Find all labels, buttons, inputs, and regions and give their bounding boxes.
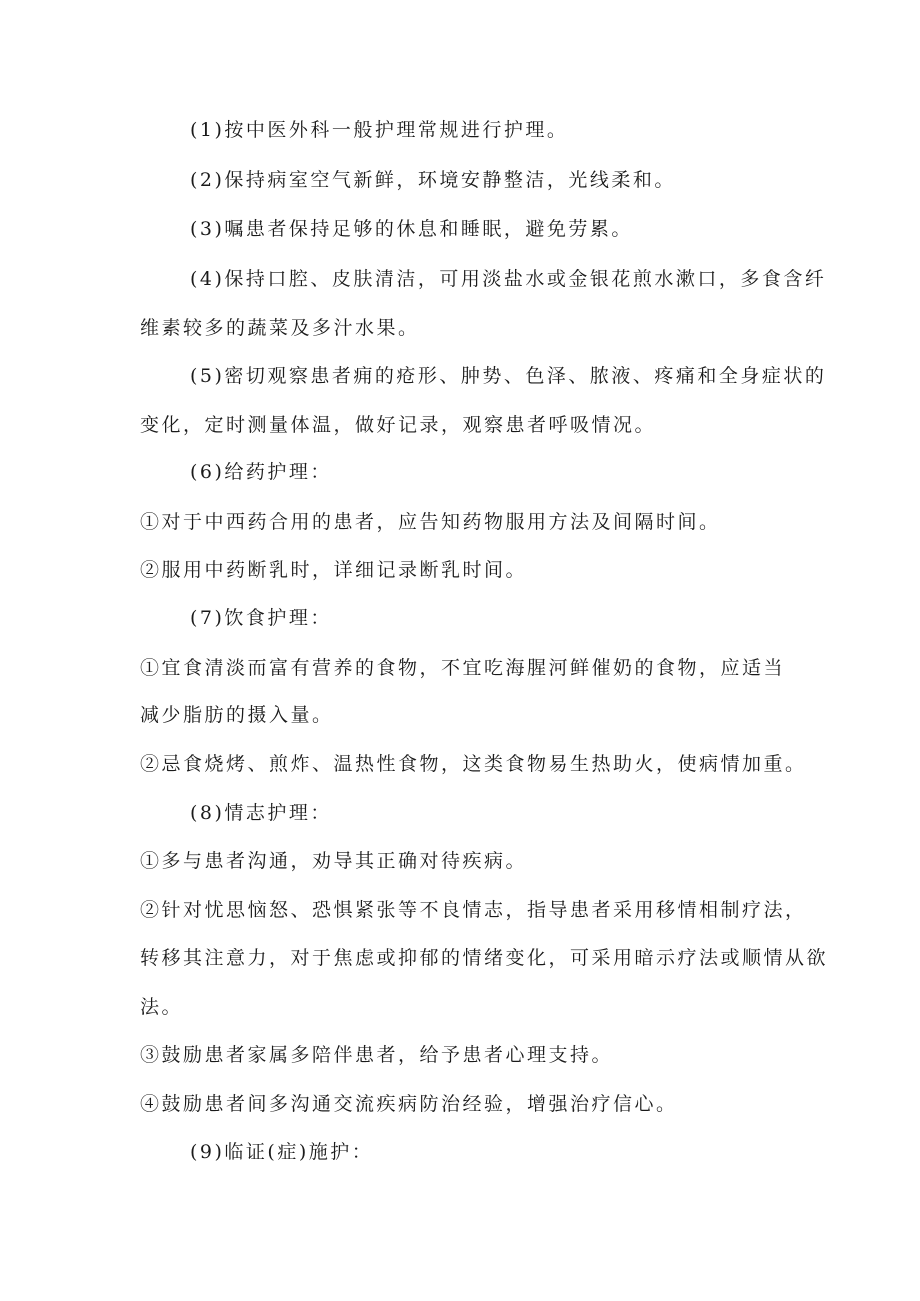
emotional-item-2: ②针对忧思恼怒、恐惧紧张等不良情志，指导患者采用移情相制疗法，	[140, 899, 807, 921]
item-1: (1)按中医外科一般护理常规进行护理。	[190, 119, 569, 141]
medication-item-2: ②服用中药断乳时，详细记录断乳时间。	[140, 559, 528, 581]
diet-item-1: ①宜食清淡而富有营养的食物，不宜吃海腥河鲜催奶的食物，应适当	[140, 657, 786, 679]
heading-symptom-care: (9)临证(症)施护：	[190, 1141, 374, 1163]
item-3: (3)嘱患者保持足够的休息和睡眠，避免劳累。	[190, 218, 633, 240]
emotional-item-1: ①多与患者沟通，劝导其正确对待疾病。	[140, 850, 528, 872]
emotional-item-3: ③鼓励患者家属多陪伴患者，给予患者心理支持。	[140, 1044, 614, 1066]
heading-emotional-care: (8)情志护理：	[190, 802, 332, 824]
item-4-continued: 维素较多的蔬菜及多汁水果。	[140, 317, 420, 339]
diet-item-1-continued: 减少脂肪的摄入量。	[140, 704, 334, 726]
diet-item-2: ②忌食烧烤、煎炸、温热性食物，这类食物易生热助火，使病情加重。	[140, 753, 807, 775]
emotional-item-2-continued: 转移其注意力，对于焦虑或抑郁的情绪变化，可采用暗示疗法或顺情从欲	[140, 947, 829, 969]
item-5: (5)密切观察患者痈的疮形、肿势、色泽、脓液、疼痛和全身症状的	[190, 365, 827, 387]
heading-medication-care: (6)给药护理：	[190, 461, 332, 483]
item-4: (4)保持口腔、皮肤清洁，可用淡盐水或金银花煎水漱口，多食含纤	[190, 268, 827, 290]
item-5-continued: 变化，定时测量体温，做好记录，观察患者呼吸情况。	[140, 414, 657, 436]
medication-item-1: ①对于中西药合用的患者，应告知药物服用方法及间隔时间。	[140, 511, 721, 533]
emotional-item-4: ④鼓励患者间多沟通交流疾病防治经验，增强治疗信心。	[140, 1093, 678, 1115]
emotional-item-2-end: 法。	[140, 996, 184, 1018]
item-2: (2)保持病室空气新鲜，环境安静整洁，光线柔和。	[190, 169, 676, 191]
heading-diet-care: (7)饮食护理：	[190, 607, 332, 629]
